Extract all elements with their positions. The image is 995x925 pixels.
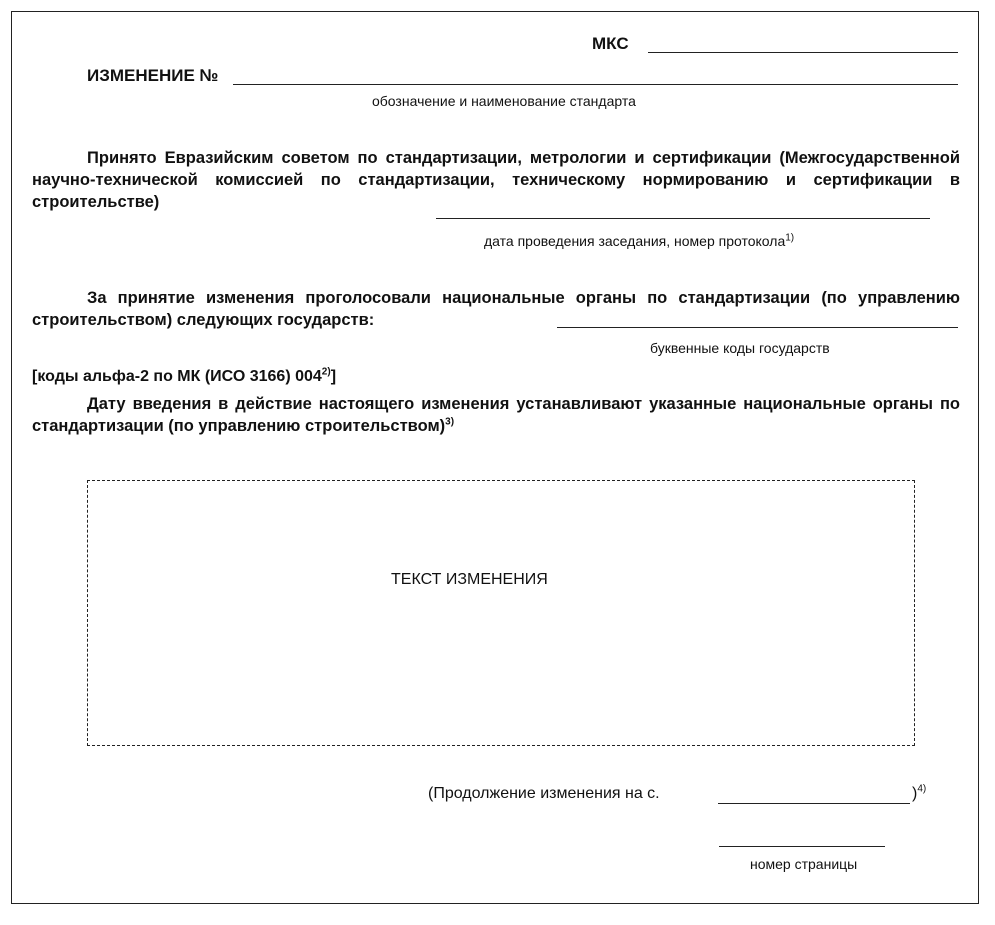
voting-paragraph (32, 287, 960, 331)
adoption-caption: дата проведения заседания, номер протокола$^{1)}$ (484, 232, 795, 249)
change-text-label: ТЕКСТ ИЗМЕНЕНИЯ (391, 571, 548, 588)
adoption-date-line (436, 218, 930, 219)
change-text-box (87, 480, 915, 746)
standard-caption: обозначение и наименование стандарта (372, 93, 636, 109)
adoption-text: Принято Евразийским советом по стандартизации, метрологии и сертификации (Межгосударственной научно-технической комиссией по стандартизации, техническому нормированию и сертификации в строительстве) (32, 149, 960, 211)
mks-label: МКС (592, 34, 629, 53)
change-number-label: ИЗМЕНЕНИЕ № (87, 66, 219, 85)
mks-field-line (648, 52, 958, 53)
form-frame (11, 11, 979, 904)
effective-date-paragraph: Дату введения в действие настоящего изменения устанавливают указанные национальные органы по стандартизации (по управлению строительством)$^{3)}$ (32, 395, 960, 435)
change-number-line (233, 84, 958, 85)
codes-text: [коды альфа-2 по МК (ИСО 3166) 004$^{2)}$] (32, 366, 337, 385)
voting-states-line (557, 327, 958, 328)
adoption-paragraph (32, 147, 960, 213)
page-number-line (719, 846, 885, 847)
page-number-caption: номер страницы (750, 856, 858, 872)
effective-date-text: Дату введения в действие настоящего изменения устанавливают указанные национальные органы по стандартизации (по управлению строительством) (32, 395, 960, 435)
continuation-page-line (718, 803, 910, 804)
continuation-text: (Продолжение изменения на с. (428, 785, 660, 802)
voting-text: За принятие изменения проголосовали национальные органы по стандартизации (по управлению строительством) следующих государств: (32, 289, 960, 329)
voting-caption: буквенные коды государств (650, 340, 830, 356)
continuation-close: )$^{4)}$ (912, 783, 927, 802)
